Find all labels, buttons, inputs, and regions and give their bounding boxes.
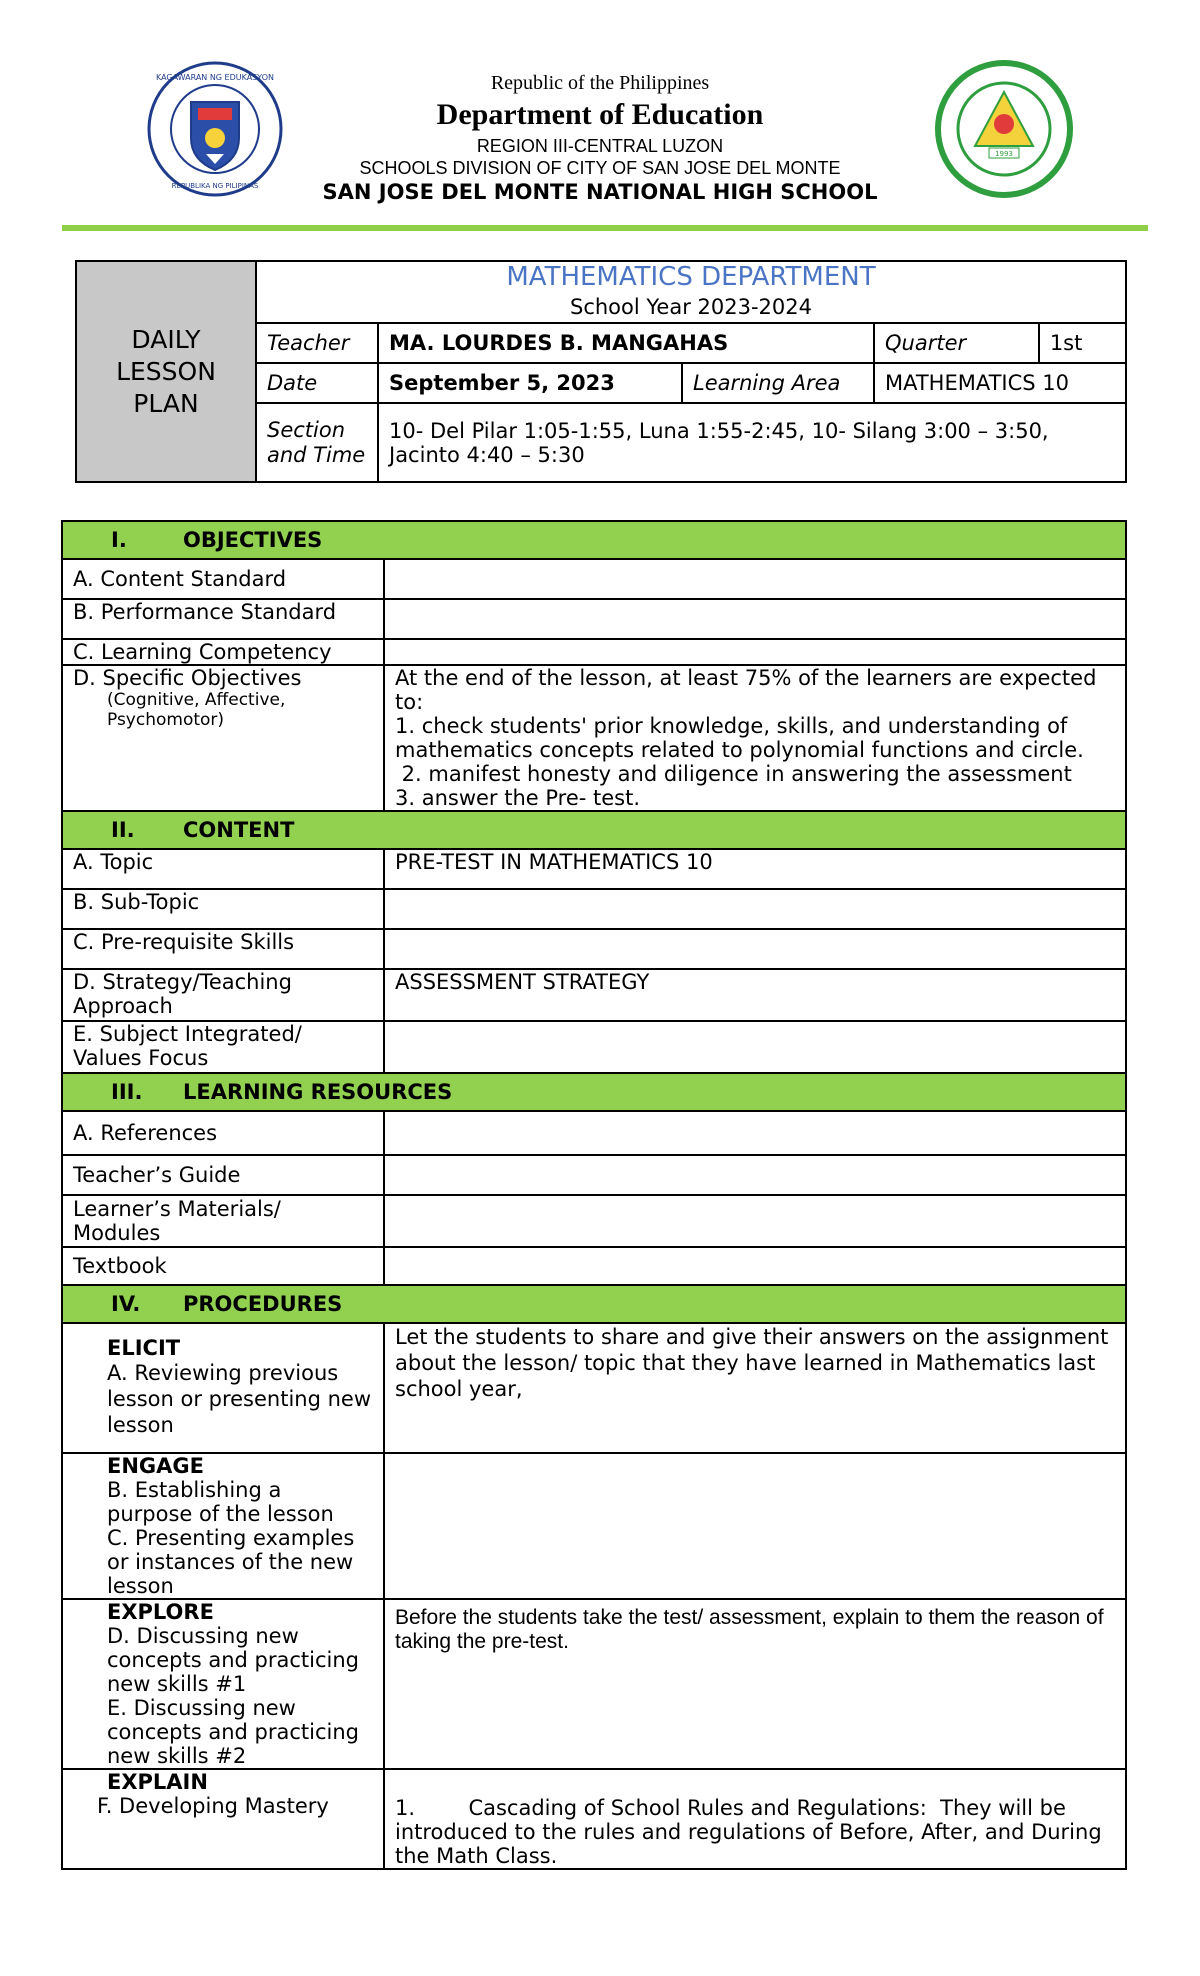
svg-text:REPUBLIKA NG PILIPINAS: REPUBLIKA NG PILIPINAS [171, 182, 259, 190]
engage-value [384, 1453, 1126, 1599]
content-standard-label: A. Content Standard [62, 559, 384, 599]
elicit-item-a: A. Reviewing previous lesson or presenting new lesson [107, 1361, 372, 1437]
specific-objectives-text [384, 665, 1126, 811]
section-title: PROCEDURES [183, 1292, 343, 1316]
daily-lesson-plan-label: DAILY LESSON PLAN [76, 261, 256, 482]
specific-objectives-note: (Cognitive, Affective, Psychomotor) [107, 690, 286, 730]
section-time-value: 10- Del Pilar 1:05-1:55, Luna 1:55-2:45, 10- Silang 3:00 – 3:50, Jacinto 4:40 – 5:30 [378, 403, 1126, 482]
date-label: Date [256, 363, 378, 403]
objective-line: 3. answer the Pre- test. [395, 786, 641, 810]
subject-integrated-label: E. Subject Integrated/ Values Focus [62, 1021, 384, 1073]
teacher-label: Teacher [256, 323, 378, 363]
teachers-guide-label: Teacher’s Guide [62, 1155, 384, 1195]
quarter-value: 1st [1039, 323, 1126, 363]
prerequisite-skills-value [384, 929, 1126, 969]
explore-heading: EXPLORE [107, 1600, 214, 1624]
teachers-guide-value [384, 1155, 1126, 1195]
subtopic-value [384, 889, 1126, 929]
objective-line: 1. check students' prior knowledge, skills, and understanding of mathematics concepts related to polynomial functions and circle. [395, 714, 1084, 762]
section-title: CONTENT [183, 818, 295, 842]
explain-cell [62, 1769, 384, 1869]
references-value [384, 1111, 1126, 1155]
learners-materials-value [384, 1195, 1126, 1247]
specific-objectives-label: D. Specific Objectives [73, 666, 302, 690]
elicit-text: Let the students to share and give their answers on the assignment about the lesson/ topic that they have learned in Mathematics last school year, [384, 1323, 1126, 1453]
strategy-label: D. Strategy/Teaching Approach [62, 969, 384, 1021]
lesson-info-table [75, 260, 1127, 483]
school-year: School Year 2023-2024 [570, 295, 812, 319]
specific-objectives-cell [62, 665, 384, 811]
topic-label: A. Topic [62, 849, 384, 889]
svg-text:KAGAWARAN NG EDUKASYON: KAGAWARAN NG EDUKASYON [155, 73, 275, 82]
lesson-plan-table [61, 520, 1127, 1870]
region-line: REGION III-CENTRAL LUZON [476, 136, 724, 156]
elicit-heading: ELICIT [107, 1336, 181, 1360]
content-standard-value [384, 559, 1126, 599]
content-section-header [62, 811, 1126, 849]
learning-area-label: Learning Area [682, 363, 874, 403]
svg-text:1993: 1993 [995, 150, 1013, 158]
section-number: I. [111, 528, 127, 552]
teacher-name: MA. LOURDES B. MANGAHAS [378, 323, 874, 363]
prerequisite-skills-label: C. Pre-requisite Skills [62, 929, 384, 969]
objective-line: 2. manifest honesty and diligence in answering the assessment [395, 762, 1072, 786]
resources-section-header [62, 1073, 1126, 1111]
department-name: MATHEMATICS DEPARTMENT [506, 262, 876, 292]
objective-line: At the end of the lesson, at least 75% of the learners are expected to: [395, 666, 1097, 714]
explain-heading: EXPLAIN [107, 1770, 208, 1794]
learning-competency-label: C. Learning Competency [62, 639, 384, 665]
section-time-label: Section and Time [256, 403, 378, 482]
procedures-section-header [62, 1285, 1126, 1323]
performance-standard-label: B. Performance Standard [62, 599, 384, 639]
references-label: A. References [62, 1111, 384, 1155]
section-title: LEARNING RESOURCES [183, 1080, 453, 1104]
section-number: II. [111, 818, 135, 842]
engage-cell [62, 1453, 384, 1599]
department-title: Department of Education [436, 98, 764, 131]
school-name: SAN JOSE DEL MONTE NATIONAL HIGH SCHOOL [322, 180, 878, 204]
learning-area-value: MATHEMATICS 10 [874, 363, 1126, 403]
engage-item-c: C. Presenting examples or instances of the new lesson [107, 1526, 355, 1598]
explore-cell [62, 1599, 384, 1769]
subtopic-label: B. Sub-Topic [62, 889, 384, 929]
department-heading [256, 261, 1126, 323]
elicit-cell [62, 1323, 384, 1453]
engage-heading: ENGAGE [107, 1454, 204, 1478]
strategy-value: ASSESSMENT STRATEGY [384, 969, 1126, 1021]
section-number: III. [111, 1080, 143, 1104]
division-line: SCHOOLS DIVISION OF CITY OF SAN JOSE DEL MONTE [359, 158, 841, 178]
textbook-label: Textbook [62, 1247, 384, 1285]
header-divider [62, 225, 1148, 231]
section-title: OBJECTIVES [183, 528, 323, 552]
learners-materials-label: Learner’s Materials/ Modules [62, 1195, 384, 1247]
explain-text: 1. Cascading of School Rules and Regulations: They will be introduced to the rules and regulations of Before, After, and During the Math Class. [384, 1769, 1126, 1869]
quarter-label: Quarter [874, 323, 1039, 363]
topic-value: PRE-TEST IN MATHEMATICS 10 [384, 849, 1126, 889]
date-value: September 5, 2023 [378, 363, 682, 403]
engage-item-b: B. Establishing a purpose of the lesson [107, 1478, 334, 1526]
explain-item-f: F. Developing Mastery [97, 1794, 329, 1818]
explore-text: Before the students take the test/ assessment, explain to them the reason of taking the pre-test. [384, 1599, 1126, 1769]
section-number: IV. [111, 1292, 141, 1316]
explore-item-d: D. Discussing new concepts and practicing new skills #1 [107, 1624, 359, 1696]
explore-item-e: E. Discussing new concepts and practicing new skills #2 [107, 1696, 359, 1768]
performance-standard-value [384, 599, 1126, 639]
objectives-section-header [62, 521, 1126, 559]
republic-line: Republic of the Philippines [490, 72, 710, 94]
textbook-value [384, 1247, 1126, 1285]
subject-integrated-value [384, 1021, 1126, 1073]
learning-competency-value [384, 639, 1126, 665]
